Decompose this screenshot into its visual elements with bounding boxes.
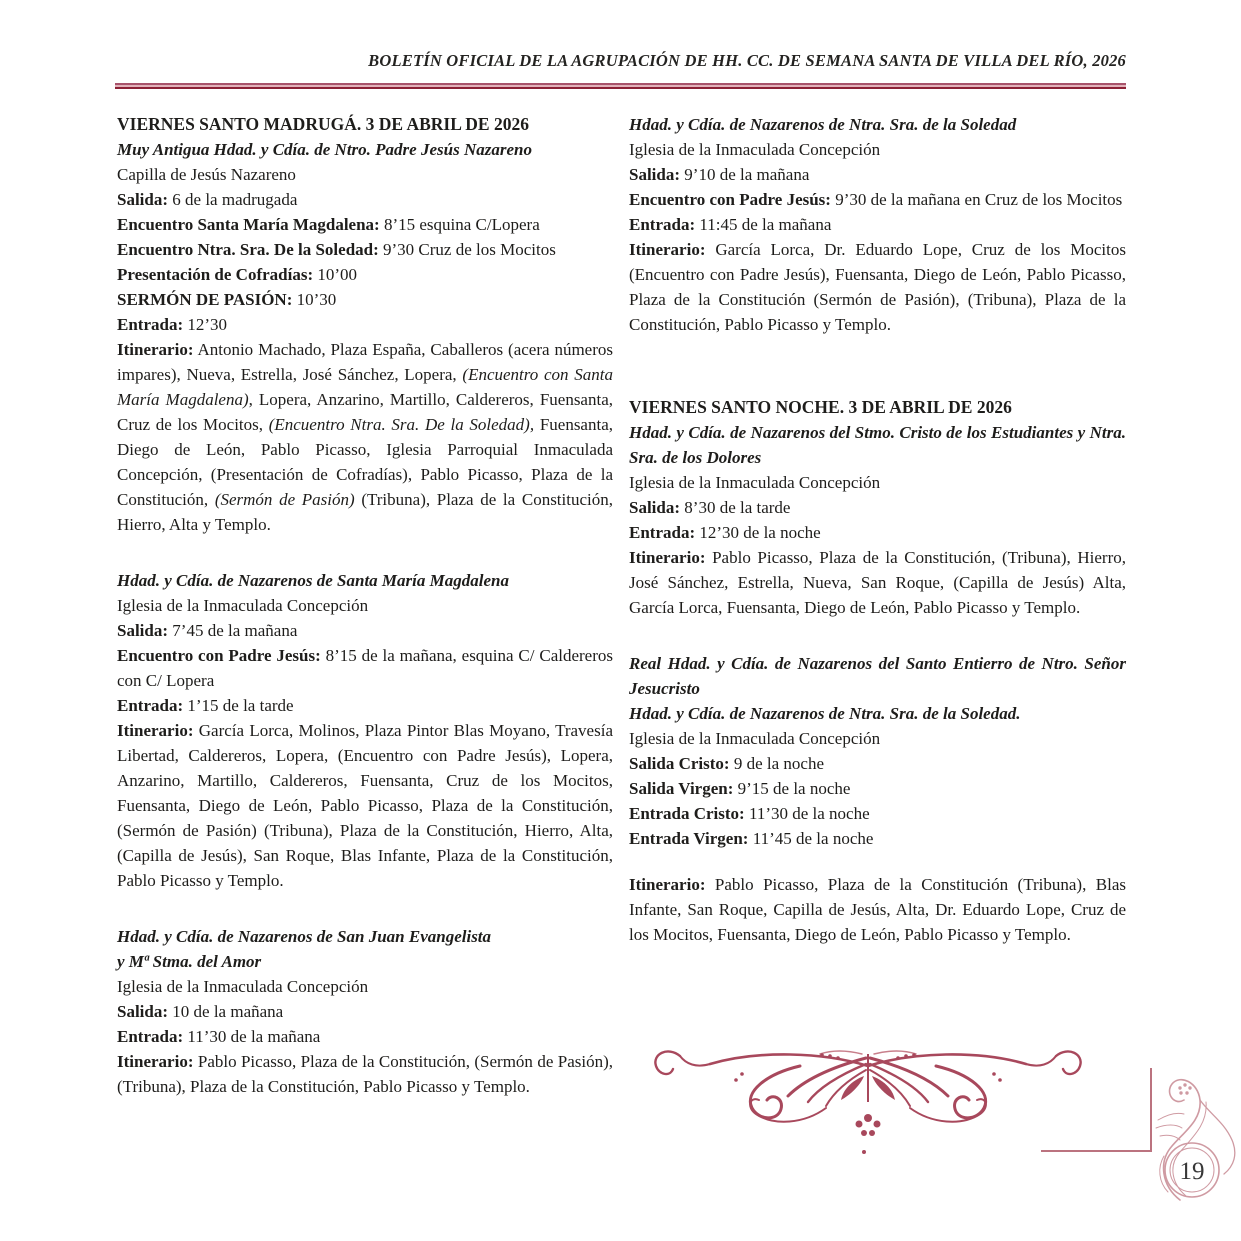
itinerary-segment: Pablo Picasso, Plaza de la Constitución, (Sermón de Pasión), (Tribuna), Plaza de la Constitución, Pablo Picasso y Templo. bbox=[117, 1052, 613, 1096]
detail-label: Entrada Cristo: bbox=[629, 804, 745, 823]
society-title: Hdad. y Cdía. de Nazarenos de Ntra. Sra. de la Soledad. bbox=[629, 704, 1021, 723]
detail-line bbox=[629, 162, 1126, 187]
day-heading: VIERNES SANTO MADRUGÁ. 3 DE ABRIL DE 2026 bbox=[117, 114, 529, 134]
detail-value: 9 de la noche bbox=[729, 754, 824, 773]
detail-line bbox=[629, 495, 1126, 520]
detail-label: Salida: bbox=[117, 621, 169, 640]
detail-line bbox=[117, 312, 613, 337]
flourish-icon bbox=[638, 1046, 1098, 1146]
detail-value: 12’30 bbox=[183, 315, 228, 334]
detail-line bbox=[117, 237, 613, 262]
detail-label: Salida: bbox=[117, 190, 169, 209]
detail-value: 8’15 esquina C/Lopera bbox=[379, 215, 540, 234]
detail-value: 9’15 de la noche bbox=[733, 779, 851, 798]
detail-line bbox=[117, 643, 613, 693]
detail-line bbox=[117, 212, 613, 237]
detail-line bbox=[117, 618, 613, 643]
itinerary-segment: García Lorca, Dr. Eduardo Lope, Cruz de los Mocitos (Encuentro con Padre Jesús), Fuensanta, Diego de León, Pablo Picasso, Plaza de la Constitución (Sermón de Pasión), (Tribuna), Plaza de la Constitución, Pablo Picasso y Templo. bbox=[629, 240, 1126, 334]
itinerary-paragraph bbox=[117, 718, 613, 893]
detail-line bbox=[117, 999, 613, 1024]
procession-section bbox=[629, 395, 1126, 620]
itinerary-segment: Antonio Machado, Plaza España, Caballeros (acera números impares), Nueva, Estrella, José Sánchez, Lopera, bbox=[117, 340, 613, 384]
detail-value: 11’30 de la noche bbox=[744, 804, 870, 823]
detail-line bbox=[117, 693, 613, 718]
detail-line bbox=[629, 801, 1126, 826]
itinerary-segment: (Sermón de Pasión) bbox=[214, 490, 355, 509]
detail-label: Encuentro Ntra. Sra. De la Soledad: bbox=[117, 240, 379, 259]
detail-value: 1’15 de la tarde bbox=[183, 696, 294, 715]
header-double-rule bbox=[115, 83, 1126, 89]
detail-line bbox=[117, 262, 613, 287]
detail-line bbox=[117, 287, 613, 312]
detail-line bbox=[629, 826, 1126, 851]
detail-label: Salida Cristo: bbox=[629, 754, 730, 773]
society-title: Hdad. y Cdía. de Nazarenos del Stmo. Cristo de los Estudiantes y Ntra. Sra. de los Dolores bbox=[629, 423, 1126, 467]
detail-value: 12’30 de la noche bbox=[695, 523, 821, 542]
procession-section bbox=[629, 112, 1126, 337]
page-number-swirl-icon bbox=[1150, 1062, 1241, 1212]
detail-value: 8’15 de la mañana, esquina C/ Caldereros con C/ Lopera bbox=[117, 646, 613, 690]
procession-section bbox=[629, 651, 1126, 947]
venue-line: Iglesia de la Inmaculada Concepción bbox=[629, 473, 881, 492]
bottom-flourish-ornament bbox=[638, 1046, 1098, 1146]
column-left bbox=[117, 112, 613, 1099]
detail-label: Salida: bbox=[117, 1002, 169, 1021]
detail-label: Entrada: bbox=[117, 315, 184, 334]
itinerary-segment: Pablo Picasso, Plaza de la Constitución, (Tribuna), Hierro, José Sánchez, Estrella, Nueva, San Roque, (Capilla de Jesús) Alta, García Lorca, Fuensanta, Diego de León, Pablo Picasso y Templo. bbox=[629, 548, 1126, 617]
detail-label: Encuentro con Padre Jesús: bbox=[629, 190, 831, 209]
bulletin-header-title: BOLETÍN OFICIAL DE LA AGRUPACIÓN DE HH. CC. DE SEMANA SANTA DE VILLA DEL RÍO, 2026 bbox=[368, 51, 1126, 70]
society-title: Hdad. y Cdía. de Nazarenos de Ntra. Sra. de la Soledad bbox=[629, 115, 1017, 134]
detail-label: Entrada: bbox=[629, 215, 696, 234]
detail-line bbox=[629, 187, 1126, 212]
itinerary-segment: Itinerario: bbox=[629, 875, 706, 894]
detail-label: Entrada: bbox=[629, 523, 696, 542]
flourish-center-dot bbox=[862, 1150, 866, 1154]
society-title: Hdad. y Cdía. de Nazarenos de Santa María Magdalena bbox=[117, 571, 509, 590]
itinerary-paragraph bbox=[629, 545, 1126, 620]
detail-value: 9’30 Cruz de los Mocitos bbox=[378, 240, 556, 259]
detail-label: Entrada Virgen: bbox=[629, 829, 749, 848]
itinerary-segment: (Tribuna), Plaza de la Constitución, Hierro, Alta y Templo. bbox=[117, 490, 613, 534]
detail-line bbox=[117, 187, 613, 212]
detail-label: Entrada: bbox=[117, 1027, 184, 1046]
page-number: 19 bbox=[1179, 1158, 1205, 1185]
itinerary-segment: (Encuentro Ntra. Sra. De la Soledad), bbox=[268, 415, 535, 434]
detail-label: Entrada: bbox=[117, 696, 184, 715]
itinerary-segment: Pablo Picasso, Plaza de la Constitución (Tribuna), Blas Infante, San Roque, Capilla de Jesús, Alta, Dr. Eduardo Lope, Cruz de los Mocitos, Fuensanta, Diego de León, Pablo Picasso y Templo. bbox=[629, 875, 1126, 944]
detail-value: 7’45 de la mañana bbox=[168, 621, 298, 640]
itinerary-paragraph bbox=[117, 337, 613, 537]
itinerary-paragraph bbox=[629, 872, 1126, 947]
detail-line bbox=[629, 751, 1126, 776]
detail-label: SERMÓN DE PASIÓN: bbox=[117, 290, 293, 309]
detail-label: Salida: bbox=[629, 498, 681, 517]
itinerary-segment: , Lopera, Anzarino, Martillo, Caldereros, Fuensanta, Cruz de los Mocitos, bbox=[117, 390, 613, 434]
itinerary-segment: García Lorca, Molinos, Plaza Pintor Blas Moyano, Travesía Libertad, Caldereros, Lopera, (Encuentro con Padre Jesús), Lopera, Anzarino, Martillo, Caldereros, Fuensanta, Cruz de los Mocitos, Fuensanta, Diego de León, Pablo Picasso, Plaza de la Constitución, (Sermón de Pasión) (Tribuna), Plaza de la Constitución, Hierro, Alta, (Capilla de Jesús), San Roque, Blas Infante, Plaza de la Constitución, Pablo Picasso y Templo. bbox=[117, 721, 613, 890]
column-right bbox=[629, 112, 1126, 947]
detail-value: 6 de la madrugada bbox=[168, 190, 298, 209]
society-title: Real Hdad. y Cdía. de Nazarenos del Santo Entierro de Ntro. Señor Jesucristo bbox=[629, 654, 1126, 698]
itinerary-segment: Itinerario: bbox=[629, 240, 706, 259]
detail-value: 11:45 de la mañana bbox=[695, 215, 832, 234]
itinerary-segment: Itinerario: bbox=[629, 548, 706, 567]
detail-value: 10’00 bbox=[313, 265, 358, 284]
detail-value: 11’30 de la mañana bbox=[183, 1027, 321, 1046]
itinerary-paragraph bbox=[629, 237, 1126, 337]
society-title: Muy Antigua Hdad. y Cdía. de Ntro. Padre Jesús Nazareno bbox=[117, 140, 532, 159]
detail-value: 10 de la mañana bbox=[168, 1002, 284, 1021]
society-title: y Mª Stma. del Amor bbox=[117, 952, 262, 971]
venue-line: Iglesia de la Inmaculada Concepción bbox=[629, 140, 881, 159]
venue-line: Iglesia de la Inmaculada Concepción bbox=[117, 977, 369, 996]
procession-section bbox=[117, 568, 613, 893]
detail-value: 10’30 bbox=[292, 290, 337, 309]
procession-section bbox=[117, 112, 613, 537]
day-heading: VIERNES SANTO NOCHE. 3 DE ABRIL DE 2026 bbox=[629, 397, 1012, 417]
venue-line: Iglesia de la Inmaculada Concepción bbox=[629, 729, 881, 748]
detail-line bbox=[117, 1024, 613, 1049]
procession-section bbox=[117, 924, 613, 1099]
detail-label: Encuentro Santa María Magdalena: bbox=[117, 215, 380, 234]
detail-label: Encuentro con Padre Jesús: bbox=[117, 646, 321, 665]
detail-line bbox=[629, 520, 1126, 545]
itinerary-segment: Itinerario: bbox=[117, 340, 194, 359]
detail-value: 8’30 de la tarde bbox=[680, 498, 791, 517]
detail-value: 9’10 de la mañana bbox=[680, 165, 810, 184]
itinerary-paragraph bbox=[117, 1049, 613, 1099]
itinerary-segment: Itinerario: bbox=[117, 1052, 194, 1071]
venue-line: Iglesia de la Inmaculada Concepción bbox=[117, 596, 369, 615]
detail-label: Salida Virgen: bbox=[629, 779, 734, 798]
detail-label: Presentación de Cofradías: bbox=[117, 265, 314, 284]
itinerary-segment: Fuensanta, Diego de León, Pablo Picasso, Iglesia Parroquial Inmaculada Concepción, (Presentación de Cofradías), Pablo Picasso, Plaza de la Constitución, bbox=[117, 415, 613, 509]
corner-frame-horizontal-line bbox=[1041, 1150, 1152, 1152]
detail-label: Salida: bbox=[629, 165, 681, 184]
society-title: Hdad. y Cdía. de Nazarenos de San Juan Evangelista bbox=[117, 927, 492, 946]
itinerary-segment: Itinerario: bbox=[117, 721, 194, 740]
detail-value: 11’45 de la noche bbox=[748, 829, 874, 848]
detail-line bbox=[629, 776, 1126, 801]
detail-value: 9’30 de la mañana en Cruz de los Mocitos bbox=[830, 190, 1123, 209]
itinerary-segment: (Encuentro con Santa María Magdalena) bbox=[117, 365, 613, 409]
detail-line bbox=[629, 212, 1126, 237]
venue-line: Capilla de Jesús Nazareno bbox=[117, 165, 296, 184]
